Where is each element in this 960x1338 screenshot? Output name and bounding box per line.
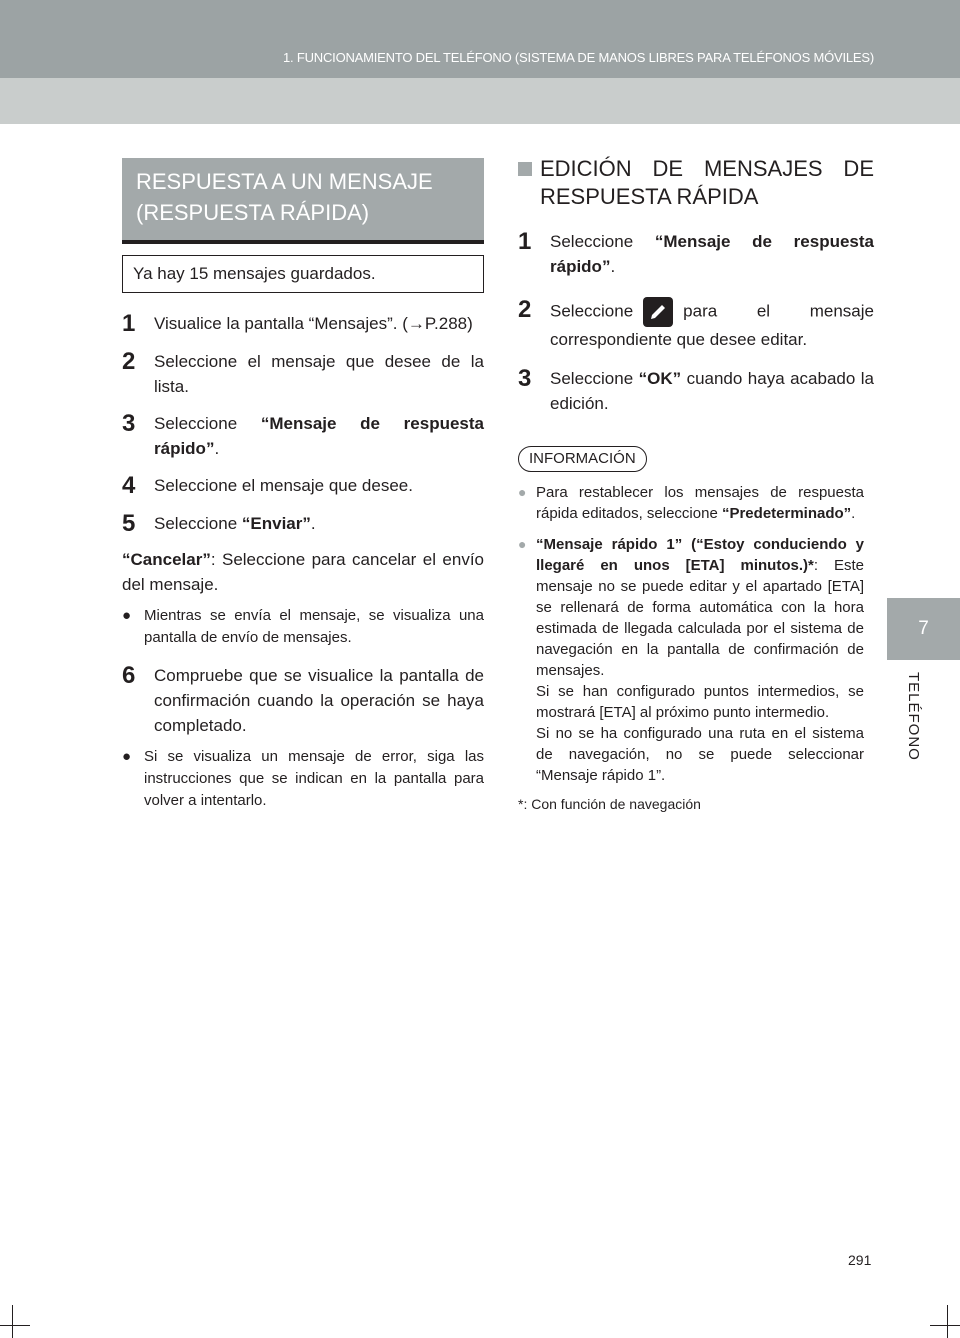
step-4 <box>122 473 484 499</box>
step-1 <box>122 311 484 337</box>
header-title: 1. FUNCIONAMIENTO DEL TELÉFONO (SISTEMA DE MANOS LIBRES PARA TELÉFONOS MÓVILES) <box>283 50 874 65</box>
info-text-1: : Este mensaje no se puede editar y el apartado [ETA] se rellenará de forma automática con la hora estimada de llegada calculada por el sistema de navegación en la pantalla de confirmación de mensajes. <box>536 557 864 679</box>
step-2 <box>122 349 484 399</box>
chapter-label: TELÉFONO <box>905 672 922 761</box>
step-3 <box>122 411 484 461</box>
step-3 <box>518 366 874 416</box>
bullet-icon: ● <box>518 484 527 500</box>
step-number: 5 <box>122 510 136 537</box>
step-text <box>154 411 484 461</box>
step-text <box>154 511 484 537</box>
chapter-tab <box>887 598 960 660</box>
step-number: 2 <box>122 348 136 375</box>
header-strip <box>0 0 960 78</box>
square-bullet-icon <box>518 162 532 176</box>
step-number: 4 <box>122 472 136 499</box>
step-text-post: cuando haya acabado la edición. <box>550 369 875 413</box>
chapter-number: 7 <box>918 618 929 639</box>
cancel-text: : Seleccione para cancelar el envío del mensaje. <box>122 550 484 594</box>
crop-mark <box>12 1305 13 1338</box>
step-text-pre: Seleccione <box>154 414 261 433</box>
step-text-pre: Seleccione <box>550 301 634 321</box>
subsection-title <box>518 155 874 211</box>
step-text-pre: Seleccione <box>550 369 639 388</box>
step-number: 1 <box>122 310 136 337</box>
step-2 <box>518 297 874 352</box>
step-text-pre: Seleccione <box>154 514 242 533</box>
info-text-2: Si se han configurado puntos intermedios, se mostrará [ETA] al próximo punto intermedio. <box>536 683 864 721</box>
info-text-pre: Para restablecer los mensajes de respuesta rápida editados, seleccione <box>536 484 864 522</box>
bullet-text: Mientras se envía el mensaje, se visualiza una pantalla de envío de mensajes. <box>144 607 484 646</box>
info-text-bold: “Predeterminado” <box>721 505 852 522</box>
bullet-item <box>122 746 484 812</box>
step-text-bold: “Mensaje de respuesta rápido” <box>154 414 484 458</box>
info-text-3: Si no se ha configurado una ruta en el sistema de navegación, no se puede seleccionar “Mensaje rápido 1”. <box>536 725 864 784</box>
step-text-bold: “Enviar” <box>241 514 311 533</box>
step-text-bold: “OK” <box>638 369 682 388</box>
bullet-item <box>122 605 484 649</box>
step-text-post: . <box>214 439 220 458</box>
step-text-post: . <box>310 514 316 533</box>
left-column <box>122 158 484 812</box>
crop-mark <box>0 1325 30 1326</box>
info-text-bold: “Mensaje rápido 1” (“Estoy conduciendo y llegaré en unos [ETA] minutos.)* <box>536 536 864 574</box>
step-number: 2 <box>518 296 532 323</box>
step-text <box>550 229 874 279</box>
step-number: 3 <box>122 410 136 437</box>
right-column <box>518 155 874 814</box>
step-text: Seleccione el mensaje que desee. <box>154 476 413 495</box>
step-6 <box>122 663 484 738</box>
pencil-icon <box>643 297 673 327</box>
step-number: 3 <box>518 365 532 392</box>
info-text <box>536 482 864 524</box>
bullet-icon: ● <box>518 536 527 552</box>
crop-mark <box>930 1325 960 1326</box>
step-text-bold: “Mensaje de respuesta rápido” <box>550 232 874 276</box>
step-number: 1 <box>518 228 532 255</box>
step-number: 6 <box>122 662 136 689</box>
bullet-icon: ● <box>122 607 132 624</box>
footnote: *: Con función de navegación <box>518 796 701 812</box>
step-text-post: para el mensaje correspondiente que desee editar. <box>550 301 874 349</box>
section-title: RESPUESTA A UN MENSAJE (RESPUESTA RÁPIDA) <box>122 158 484 244</box>
info-badge: INFORMACIÓN <box>518 446 647 472</box>
subsection-title-text: EDICIÓN DE MENSAJES DE RESPUESTA RÁPIDA <box>540 156 874 209</box>
crop-mark <box>947 1305 948 1338</box>
info-text <box>536 534 864 786</box>
info-item <box>518 482 874 524</box>
step-text: Seleccione el mensaje que desee de la lista. <box>154 352 484 396</box>
info-text-post: . <box>851 505 856 522</box>
cancel-paragraph <box>122 547 484 597</box>
step-text <box>550 366 874 416</box>
step-5 <box>122 511 484 537</box>
step-text: Compruebe que se visualice la pantalla de confirmación cuando la operación se haya completado. <box>154 666 484 735</box>
step-1 <box>518 229 874 279</box>
step-text <box>550 297 874 352</box>
page-number: 291 <box>848 1252 872 1268</box>
cancel-label: “Cancelar” <box>122 550 211 569</box>
step-text-pre: Seleccione <box>550 232 655 251</box>
bullet-text: Si se visualiza un mensaje de error, siga las instrucciones que se indican en la pantalla para volver a intentarlo. <box>144 748 484 809</box>
note-box: Ya hay 15 mensajes guardados. <box>122 255 484 293</box>
step-text: Visualice la pantalla “Mensajes”. (→P.288) <box>154 314 473 333</box>
bullet-icon: ● <box>122 748 132 765</box>
info-item <box>518 534 874 786</box>
step-text-post: . <box>610 257 616 276</box>
